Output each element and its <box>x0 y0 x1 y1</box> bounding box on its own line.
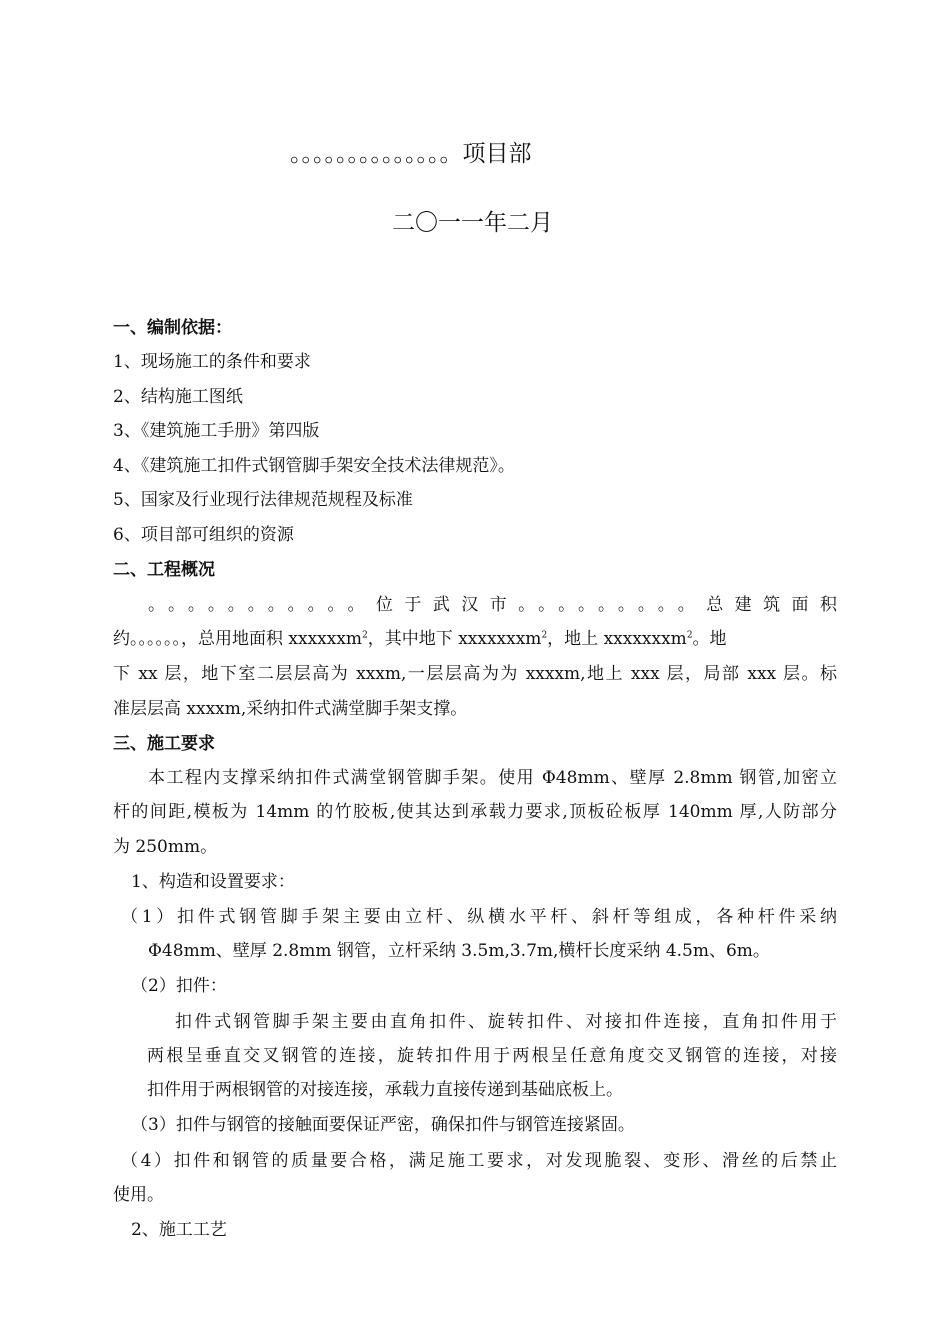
basis-item: 2、结构施工图纸 <box>113 387 243 407</box>
structure-item: 使用。 <box>113 1185 164 1205</box>
requirements-paragraph-line: 杆的间距,模板为 14mm 的竹胶板,使其达到承载力要求,顶板砼板厚 140mm 厚,人防部分 <box>113 802 837 822</box>
overview-paragraph-line: 下 xx 层，地下室二层层高为 xxxm,一层层高为为 xxxxm,地上 xxx 层，局部 xxx 层。标 <box>113 664 837 684</box>
structure-item: （4）扣件和钢管的质量要合格，满足施工要求，对发现脆裂、变形、滑丝的后禁止 <box>121 1151 837 1171</box>
overview-paragraph-line <box>113 628 837 650</box>
superscript: 2 <box>541 630 548 641</box>
subsection-heading-process: 2、施工工艺 <box>131 1220 227 1240</box>
superscript: 2 <box>362 630 368 641</box>
overview-text: ，其中地下 xxxxxxxm <box>367 629 542 649</box>
structure-item: Φ48mm、壁厚 2.8mm 钢管，立杆采纳 3.5m,3.7m,横杆长度采纳 4.5m、6m。 <box>148 941 770 961</box>
overview-text: ，地上 xxxxxxxm <box>547 629 687 649</box>
basis-item: 3、《建筑施工手册》第四版 <box>113 421 320 441</box>
section-heading-overview: 二、工程概况 <box>113 560 215 580</box>
basis-item: 1、现场施工的条件和要求 <box>113 352 311 372</box>
fastener-paragraph-line: 扣件式钢管脚手架主要由直角扣件、旋转扣件、对接扣件连接，直角扣件用于 <box>175 1012 837 1032</box>
section-heading-basis: 一、编制依据： <box>113 318 232 338</box>
overview-paragraph-line: 。。。。。。。。。。。位于武汉市。。。。。。。。。总建筑面积 <box>148 595 837 615</box>
overview-text: 。地 <box>692 629 727 649</box>
project-department-title: 。。。。。。。。。。。。。。项目部 <box>290 141 532 167</box>
basis-item: 5、国家及行业现行法律规范规程及标准 <box>113 490 413 510</box>
overview-paragraph-line: 准层层高 xxxxm,采纳扣件式满堂脚手架支撑。 <box>113 699 468 719</box>
structure-item: （3）扣件与钢管的接触面要保证严密，确保扣件与钢管连接紧固。 <box>131 1115 635 1135</box>
document-date: 二〇一一年二月 <box>392 210 553 236</box>
overview-text: 约。。。。。。，总用地面积 xxxxxxm <box>113 629 363 649</box>
structure-item: （1）扣件式钢管脚手架主要由立杆、纵横水平杆、斜杆等组成，各种杆件采纳 <box>121 907 837 927</box>
superscript: 2 <box>686 630 693 641</box>
fastener-paragraph-line: 两根呈垂直交叉钢管的连接，旋转扣件用于两根呈任意角度交叉钢管的连接，对接 <box>147 1046 837 1066</box>
fastener-paragraph-line: 扣件用于两根钢管的对接连接，承载力直接传递到基础底板上。 <box>147 1080 623 1100</box>
structure-item: （2）扣件： <box>131 976 227 996</box>
requirements-paragraph-line: 为 250mm。 <box>113 837 218 857</box>
basis-item: 4、《建筑施工扣件式钢管脚手架安全技术法律规范》。 <box>113 456 515 476</box>
section-heading-requirements: 三、施工要求 <box>113 734 215 754</box>
subsection-heading-structure: 1、构造和设置要求： <box>131 872 295 892</box>
requirements-paragraph-line: 本工程内支撑采纳扣件式满堂钢管脚手架。使用 Φ48mm、壁厚 2.8mm 钢管,加密立 <box>148 768 837 788</box>
basis-item: 6、项目部可组织的资源 <box>113 525 294 545</box>
